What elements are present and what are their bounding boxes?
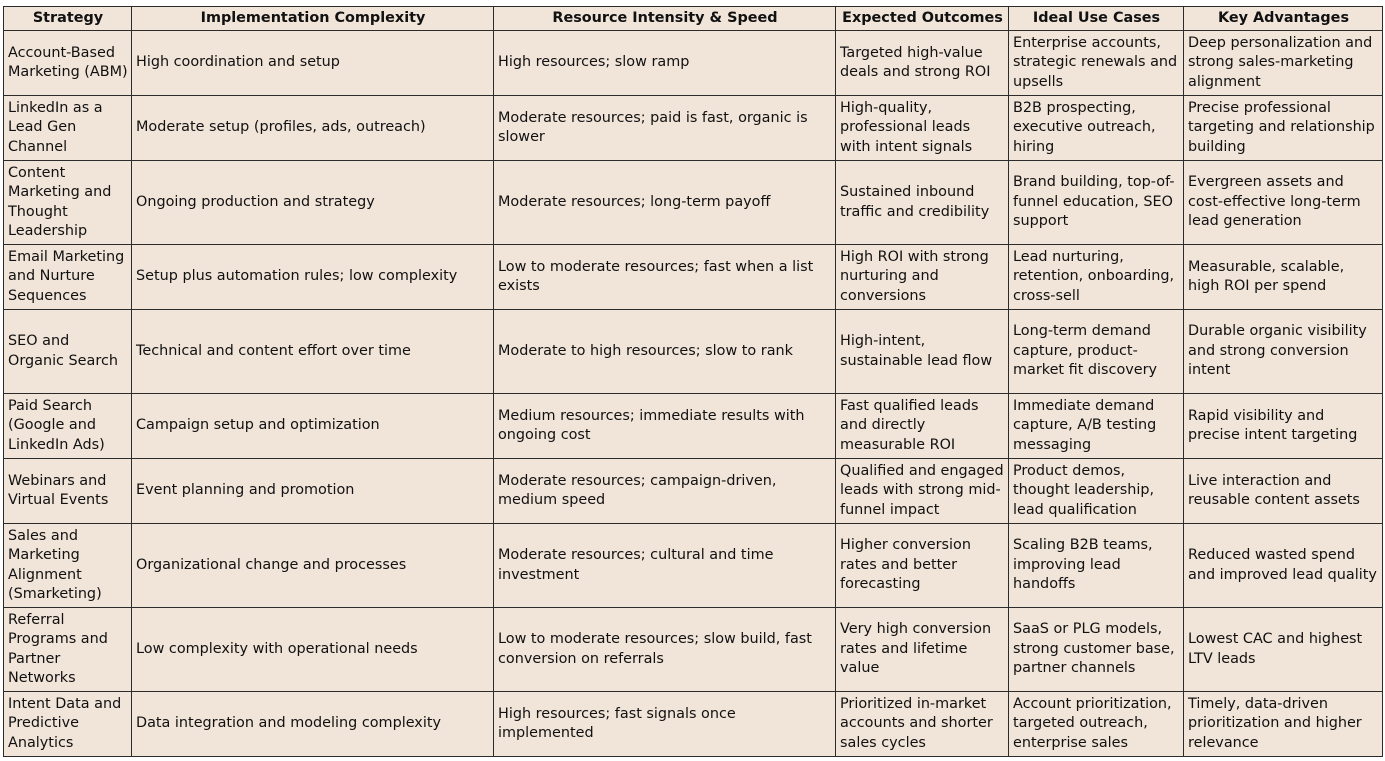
cell-strategy: Sales and Marketing Alignment (Smarketing)	[4, 524, 132, 608]
cell-resources: High resources; fast signals once implemented	[494, 692, 836, 757]
cell-use-cases: B2B prospecting, executive outreach, hiring	[1009, 96, 1184, 161]
cell-complexity: Organizational change and processes	[132, 524, 494, 608]
cell-resources: High resources; slow ramp	[494, 31, 836, 96]
cell-advantages: Deep personalization and strong sales-marketing alignment	[1184, 31, 1383, 96]
cell-advantages: Precise professional targeting and relationship building	[1184, 96, 1383, 161]
cell-outcomes: Targeted high-value deals and strong ROI	[836, 31, 1009, 96]
cell-outcomes: Higher conversion rates and better forecasting	[836, 524, 1009, 608]
cell-complexity: Event planning and promotion	[132, 459, 494, 524]
cell-strategy: Account-Based Marketing (ABM)	[4, 31, 132, 96]
cell-resources: Low to moderate resources; slow build, fast conversion on referrals	[494, 608, 836, 692]
cell-strategy: Email Marketing and Nurture Sequences	[4, 245, 132, 310]
cell-complexity: Campaign setup and optimization	[132, 394, 494, 459]
column-header-key-advantages: Key Advantages	[1184, 7, 1383, 31]
cell-use-cases: Product demos, thought leadership, lead qualification	[1009, 459, 1184, 524]
cell-resources: Moderate resources; cultural and time investment	[494, 524, 836, 608]
cell-strategy: Content Marketing and Thought Leadership	[4, 161, 132, 245]
cell-strategy: Paid Search (Google and LinkedIn Ads)	[4, 394, 132, 459]
cell-use-cases: Long-term demand capture, product-market fit discovery	[1009, 310, 1184, 394]
column-header-resource-intensity-speed: Resource Intensity & Speed	[494, 7, 836, 31]
cell-resources: Low to moderate resources; fast when a list exists	[494, 245, 836, 310]
cell-use-cases: Enterprise accounts, strategic renewals and upsells	[1009, 31, 1184, 96]
cell-outcomes: High-quality, professional leads with intent signals	[836, 96, 1009, 161]
table-row	[4, 310, 1383, 394]
cell-complexity: Setup plus automation rules; low complexity	[132, 245, 494, 310]
column-header-strategy: Strategy	[4, 7, 132, 31]
cell-outcomes: Sustained inbound traffic and credibility	[836, 161, 1009, 245]
cell-resources: Moderate resources; campaign-driven, medium speed	[494, 459, 836, 524]
cell-resources: Medium resources; immediate results with ongoing cost	[494, 394, 836, 459]
cell-outcomes: Prioritized in-market accounts and shorter sales cycles	[836, 692, 1009, 757]
table-row	[4, 608, 1383, 692]
cell-advantages: Reduced wasted spend and improved lead quality	[1184, 524, 1383, 608]
header-row	[4, 7, 1383, 31]
cell-use-cases: SaaS or PLG models, strong customer base, partner channels	[1009, 608, 1184, 692]
table-row	[4, 161, 1383, 245]
cell-strategy: SEO and Organic Search	[4, 310, 132, 394]
cell-use-cases: Lead nurturing, retention, onboarding, cross-sell	[1009, 245, 1184, 310]
cell-outcomes: Very high conversion rates and lifetime value	[836, 608, 1009, 692]
column-header-ideal-use-cases: Ideal Use Cases	[1009, 7, 1184, 31]
cell-advantages: Rapid visibility and precise intent targeting	[1184, 394, 1383, 459]
table-row	[4, 31, 1383, 96]
column-header-implementation-complexity: Implementation Complexity	[132, 7, 494, 31]
cell-outcomes: High-intent, sustainable lead flow	[836, 310, 1009, 394]
column-header-expected-outcomes: Expected Outcomes	[836, 7, 1009, 31]
cell-complexity: Moderate setup (profiles, ads, outreach)	[132, 96, 494, 161]
cell-complexity: Data integration and modeling complexity	[132, 692, 494, 757]
table-row	[4, 524, 1383, 608]
table-row	[4, 245, 1383, 310]
cell-strategy: Webinars and Virtual Events	[4, 459, 132, 524]
cell-use-cases: Scaling B2B teams, improving lead handoffs	[1009, 524, 1184, 608]
cell-use-cases: Brand building, top-of-funnel education, SEO support	[1009, 161, 1184, 245]
table-row	[4, 692, 1383, 757]
cell-advantages: Lowest CAC and highest LTV leads	[1184, 608, 1383, 692]
cell-strategy: Intent Data and Predictive Analytics	[4, 692, 132, 757]
cell-use-cases: Account prioritization, targeted outreach, enterprise sales	[1009, 692, 1184, 757]
cell-strategy: Referral Programs and Partner Networks	[4, 608, 132, 692]
cell-advantages: Evergreen assets and cost-effective long-term lead generation	[1184, 161, 1383, 245]
strategy-comparison-table	[3, 6, 1383, 757]
cell-resources: Moderate resources; long-term payoff	[494, 161, 836, 245]
cell-complexity: Low complexity with operational needs	[132, 608, 494, 692]
cell-outcomes: High ROI with strong nurturing and conversions	[836, 245, 1009, 310]
cell-resources: Moderate resources; paid is fast, organic is slower	[494, 96, 836, 161]
cell-strategy: LinkedIn as a Lead Gen Channel	[4, 96, 132, 161]
cell-advantages: Durable organic visibility and strong conversion intent	[1184, 310, 1383, 394]
cell-advantages: Measurable, scalable, high ROI per spend	[1184, 245, 1383, 310]
cell-outcomes: Fast qualified leads and directly measurable ROI	[836, 394, 1009, 459]
cell-advantages: Timely, data-driven prioritization and higher relevance	[1184, 692, 1383, 757]
cell-advantages: Live interaction and reusable content assets	[1184, 459, 1383, 524]
cell-outcomes: Qualified and engaged leads with strong mid-funnel impact	[836, 459, 1009, 524]
cell-complexity: Technical and content effort over time	[132, 310, 494, 394]
cell-resources: Moderate to high resources; slow to rank	[494, 310, 836, 394]
table-row	[4, 394, 1383, 459]
cell-use-cases: Immediate demand capture, A/B testing messaging	[1009, 394, 1184, 459]
cell-complexity: High coordination and setup	[132, 31, 494, 96]
table-row	[4, 459, 1383, 524]
table-row	[4, 96, 1383, 161]
cell-complexity: Ongoing production and strategy	[132, 161, 494, 245]
